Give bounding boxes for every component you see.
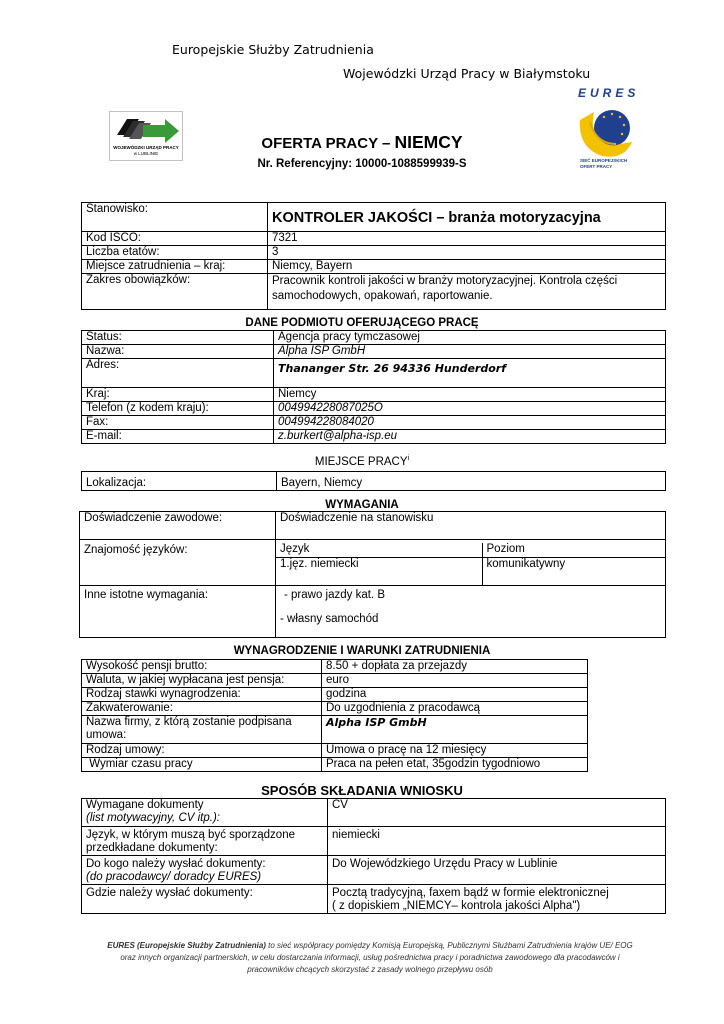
signer-label-line-1: Nazwa firmy, z którą zostanie podpisana bbox=[86, 716, 292, 728]
salary-row-1-label: Waluta, w jakiej wypłacana jest pensja: bbox=[82, 674, 322, 688]
address-label: Adres: bbox=[82, 359, 274, 388]
where-value-line-2: ( z dopiskiem „NIEMCY– kontrola jakości Alpha") bbox=[332, 900, 581, 912]
address-value bbox=[274, 359, 666, 388]
lang-doc-label bbox=[82, 827, 328, 856]
languages-subtable bbox=[276, 543, 665, 585]
level-value: komunikatywny bbox=[482, 557, 665, 585]
offer-title bbox=[0, 132, 724, 153]
where-value-line-1: Pocztą tradycyjną, faxem bądź w formie elektronicznej bbox=[332, 887, 609, 899]
phone-value: 004994228087025O bbox=[274, 402, 666, 416]
lang-doc-label-line-1: Język, w którym muszą być sporządzone bbox=[86, 829, 295, 841]
count-label: Liczba etatów: bbox=[82, 246, 268, 260]
footer-note bbox=[70, 940, 670, 976]
salary-row-2-value: godzina bbox=[322, 688, 588, 702]
salary-row-3-label: Zakwaterowanie: bbox=[82, 702, 322, 716]
status-label: Status: bbox=[82, 331, 274, 345]
eures-caption-1: SIEĆ EUROPEJSKICH bbox=[580, 158, 628, 163]
lang-doc-label-line-2: przedkładane dokumenty: bbox=[86, 842, 218, 854]
to-whom-value: Do Wojewódzkiego Urzędu Pracy w Lublinie bbox=[328, 856, 666, 885]
languages-cell bbox=[276, 540, 666, 586]
position-value bbox=[268, 203, 666, 232]
email-label: E-mail: bbox=[82, 430, 274, 444]
isco-value: 7321 bbox=[268, 232, 666, 246]
employer-heading: DANE PODMIOTU OFERUJĄCEGO PRACĘ bbox=[245, 317, 479, 329]
name-label: Nazwa: bbox=[82, 345, 274, 359]
where-value bbox=[328, 885, 666, 914]
place-value: Niemcy, Bayern bbox=[268, 260, 666, 274]
workplace-heading-sup: i bbox=[407, 455, 410, 462]
requirements-heading: WYMAGANIA bbox=[325, 499, 399, 511]
signer-value bbox=[322, 716, 588, 744]
salary-table bbox=[81, 659, 588, 772]
eures-hand-graphic bbox=[572, 98, 642, 164]
signer-label-line-2: umowa: bbox=[86, 729, 127, 741]
languages-label: Znajomość języków: bbox=[80, 540, 276, 586]
level-col-header: Poziom bbox=[482, 543, 665, 557]
location-label: Lokalizacja: bbox=[82, 472, 277, 491]
docs-label-line-1: Wymagane dokumenty bbox=[86, 799, 204, 811]
signer-label bbox=[82, 716, 322, 744]
footer-line-1 bbox=[70, 940, 670, 952]
experience-label: Doświadczenie zawodowe: bbox=[80, 512, 276, 540]
docs-value: CV bbox=[328, 799, 666, 827]
other-label: Inne istotne wymagania: bbox=[80, 586, 276, 638]
experience-value: Doświadczenie na stanowisku bbox=[276, 512, 666, 540]
wup-logo-caption-2: w LUBLINIE bbox=[133, 151, 159, 156]
workplace-table bbox=[81, 471, 666, 491]
location-value: Bayern, Niemcy bbox=[277, 472, 666, 491]
name-value: Alpha ISP GmbH bbox=[274, 345, 666, 359]
to-whom-label-line-2: (do pracodawcy/ doradcy EURES) bbox=[86, 871, 262, 883]
signer-value-text: Alpha ISP GmbH bbox=[326, 716, 427, 729]
footer-line-2: oraz innych organizacji partnerskich, w celu dostarczania informacji, usług pośrednictwa pracy i poradnictwa zawodowego dla pracodawców i bbox=[120, 953, 620, 962]
offer-title-prefix: OFERTA PRACY – bbox=[261, 135, 395, 152]
application-heading: SPOSÓB SKŁADANIA WNIOSKU bbox=[261, 783, 463, 798]
header-line-2: Wojewódzki Urząd Pracy w Białymstoku bbox=[343, 66, 591, 81]
job-table bbox=[81, 202, 666, 310]
offer-title-country: NIEMCY bbox=[394, 132, 463, 152]
other-value bbox=[276, 586, 666, 638]
footer-line-1-rest: to sieć współpracy pomiędzy Komisją Europejską, Publicznymi Służbami Zatrudnienia krajów UE/ EOG bbox=[265, 941, 633, 950]
salary-heading: WYNAGRODZENIE I WARUNKI ZATRUDNIENIA bbox=[233, 645, 491, 657]
lang-value: 1.jęz. niemiecki bbox=[276, 557, 482, 585]
salary-row-0-label: Wysokość pensji brutto: bbox=[82, 660, 322, 674]
address-value-text: Thananger Str. 26 94336 Hunderdorf bbox=[278, 362, 506, 375]
position-label: Stanowisko: bbox=[82, 203, 268, 232]
fax-value: 004994228084020 bbox=[274, 416, 666, 430]
workplace-heading bbox=[0, 455, 724, 468]
place-label: Miejsce zatrudnienia – kraj: bbox=[82, 260, 268, 274]
contract-label: Rodzaj umowy: bbox=[82, 744, 322, 758]
application-table bbox=[81, 798, 666, 914]
country-label: Kraj: bbox=[82, 388, 274, 402]
lang-col-header: Język bbox=[276, 543, 482, 557]
requirements-table bbox=[79, 511, 666, 638]
salary-row-1-value: euro bbox=[322, 674, 588, 688]
duties-label: Zakres obowiązków: bbox=[82, 274, 268, 310]
other-line-2: - własny samochód bbox=[280, 613, 379, 625]
salary-row-3-value: Do uzgodnienia z pracodawcą bbox=[322, 702, 588, 716]
eures-brand: EURES bbox=[578, 86, 640, 100]
footer-line-3: pracowników chcących skorzystać z zasady wolnego przepływu osób bbox=[247, 965, 493, 974]
hours-value: Praca na pełen etat, 35godzin tygodniowo bbox=[322, 758, 588, 772]
employer-table bbox=[81, 330, 666, 444]
wup-logo-caption-1: WOJEWÓDZKI URZĄD PRACY bbox=[113, 145, 179, 150]
eures-caption-2: OFERT PRACY bbox=[580, 164, 613, 169]
duties-line-1: Pracownik kontroli jakości w branży motoryzacyjnej. Kontrola części bbox=[272, 275, 618, 287]
to-whom-label bbox=[82, 856, 328, 885]
lang-doc-value: niemiecki bbox=[328, 827, 666, 856]
where-label: Gdzie należy wysłać dokumenty: bbox=[82, 885, 328, 914]
country-value: Niemcy bbox=[274, 388, 666, 402]
count-value: 3 bbox=[268, 246, 666, 260]
workplace-heading-text: MIEJSCE PRACY bbox=[314, 455, 408, 468]
contract-value: Umowa o pracę na 12 miesięcy bbox=[322, 744, 588, 758]
position-value-text: KONTROLER JAKOŚCI – branża motoryzacyjna bbox=[272, 209, 601, 226]
header-line-1: Europejskie Służby Zatrudnienia bbox=[172, 42, 374, 57]
reference-number: Nr. Referencyjny: 10000-1088599939-S bbox=[257, 158, 467, 170]
email-value[interactable]: z.burkert@alpha-isp.eu bbox=[274, 430, 666, 444]
phone-label: Telefon (z kodem kraju): bbox=[82, 402, 274, 416]
docs-label bbox=[82, 799, 328, 827]
footer-bold: EURES (Europejskie Służby Zatrudnienia) bbox=[107, 941, 266, 950]
isco-label: Kod ISCO: bbox=[82, 232, 268, 246]
duties-line-2: samochodowych, opakowań, raportowanie. bbox=[272, 290, 493, 302]
to-whom-label-line-1: Do kogo należy wysłać dokumenty: bbox=[86, 858, 266, 870]
other-line-1: - prawo jazdy kat. B bbox=[284, 589, 385, 601]
status-value: Agencja pracy tymczasowej bbox=[274, 331, 666, 345]
salary-row-0-value: 8.50 + dopłata za przejazdy bbox=[322, 660, 588, 674]
salary-row-2-label: Rodzaj stawki wynagrodzenia: bbox=[82, 688, 322, 702]
duties-value bbox=[268, 274, 666, 310]
fax-label: Fax: bbox=[82, 416, 274, 430]
docs-label-line-2: (list motywacyjny, CV itp.): bbox=[86, 812, 220, 824]
hours-label: Wymiar czasu pracy bbox=[82, 758, 322, 772]
